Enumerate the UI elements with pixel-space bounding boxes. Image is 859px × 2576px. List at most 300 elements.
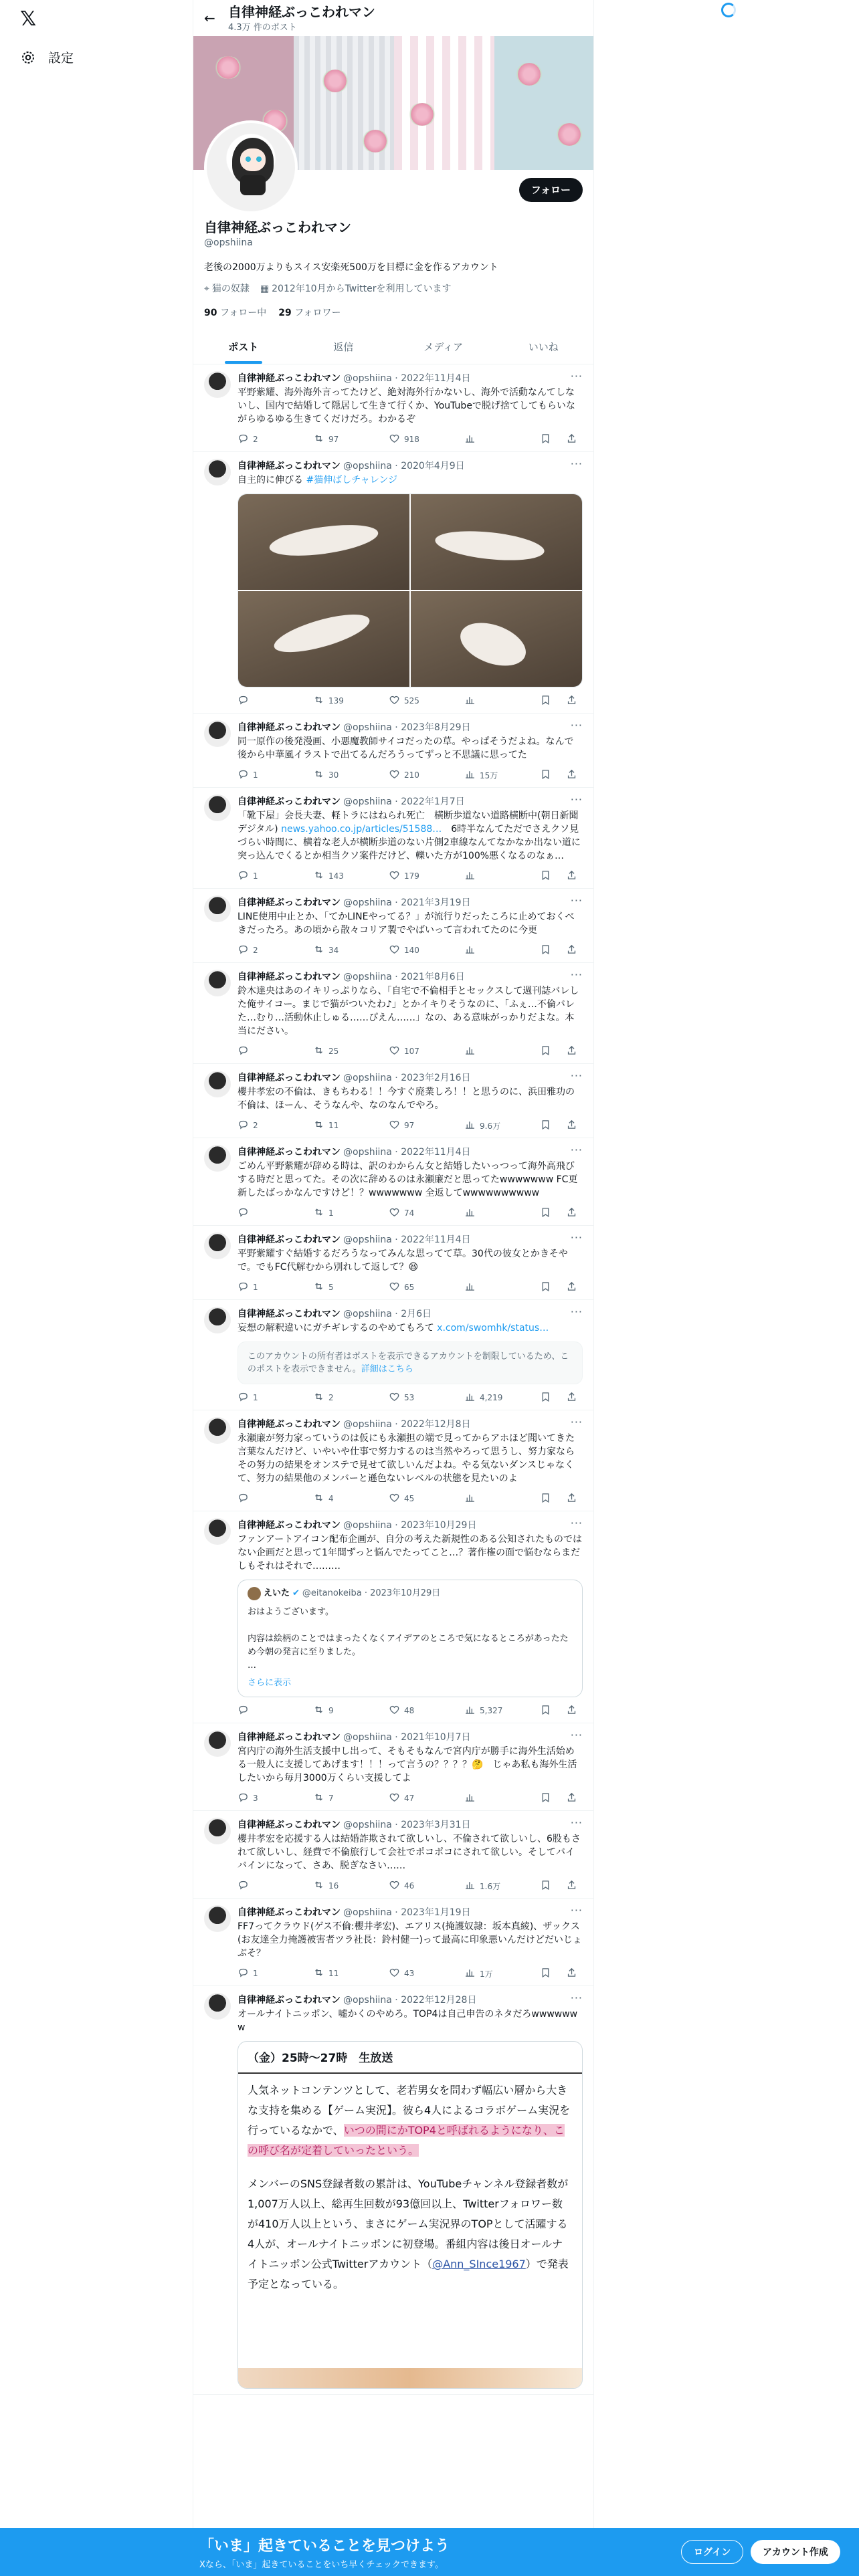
reply-icon <box>237 1492 249 1505</box>
reply-button[interactable] <box>237 768 278 782</box>
arrow-left-icon[interactable]: ← <box>204 10 215 26</box>
like-button[interactable] <box>389 694 429 708</box>
reply-button[interactable] <box>237 1704 278 1717</box>
tweet-meta[interactable]: @opshiina · 2021年8月6日 <box>343 972 465 982</box>
tweet[interactable] <box>193 889 593 963</box>
tweet-author-name[interactable]: 自律神経ぶっこわれマン <box>237 1235 341 1245</box>
tweet-avatar[interactable] <box>204 1232 231 1259</box>
tweet-avatar[interactable] <box>204 1071 231 1097</box>
tweet-author-name[interactable]: 自律神経ぶっこわれマン <box>237 796 341 807</box>
like-count: 45 <box>404 1494 415 1503</box>
tweet[interactable] <box>193 1811 593 1899</box>
retweet-icon <box>313 1119 324 1132</box>
reply-button[interactable] <box>237 1206 278 1220</box>
tweet-meta[interactable]: @opshiina · 2022年12月8日 <box>343 1419 471 1430</box>
like-button[interactable] <box>389 1045 429 1058</box>
bar-chart-icon <box>464 869 476 883</box>
tweet-author-name[interactable]: 自律神経ぶっこわれマン <box>237 373 341 384</box>
profile-stats <box>204 306 583 319</box>
share-icon[interactable] <box>566 1391 577 1404</box>
retweet-count: 7 <box>328 1794 334 1803</box>
views-button[interactable] <box>464 1967 504 1980</box>
share-icon[interactable] <box>566 869 577 883</box>
retweet-button[interactable] <box>313 1281 353 1294</box>
article-screenshot-image[interactable] <box>237 2041 583 2389</box>
bookmark-icon[interactable] <box>540 433 551 446</box>
tweet-author-name[interactable]: 自律神経ぶっこわれマン <box>237 897 341 908</box>
bookmark-icon[interactable] <box>540 869 551 883</box>
like-button[interactable] <box>389 869 429 883</box>
retweet-count: 34 <box>328 946 339 955</box>
tweet-avatar[interactable] <box>204 1145 231 1172</box>
views-count: 15万 <box>480 770 498 780</box>
like-button[interactable] <box>389 1792 429 1805</box>
retweet-icon <box>313 944 324 957</box>
quoted-tweet[interactable] <box>237 1580 583 1697</box>
retweet-icon <box>313 1281 324 1294</box>
tab-replies[interactable]: 返信 <box>333 341 354 353</box>
retweet-count: 30 <box>328 770 339 780</box>
tweet-avatar[interactable] <box>204 459 231 486</box>
bookmark-icon[interactable] <box>540 1281 551 1294</box>
reply-icon <box>237 1391 249 1404</box>
tweet-avatar[interactable] <box>204 1993 231 2020</box>
reply-icon <box>237 1967 249 1980</box>
views-button[interactable] <box>464 694 504 708</box>
tweet-avatar[interactable] <box>204 1730 231 1757</box>
like-button[interactable] <box>389 1391 429 1404</box>
like-count: 65 <box>404 1283 415 1292</box>
tweet-actions <box>237 1206 583 1220</box>
tweet-text: 同一原作の後発漫画、小悪魔教師サイコだったの草。やっぱそうだよね。なんで後から中華風イラストで出てるんだろうってずっと不思議に思ってた <box>237 736 574 760</box>
tweet-avatar[interactable] <box>204 1905 231 1932</box>
like-button[interactable] <box>389 768 429 782</box>
settings-nav-item[interactable] <box>20 48 74 66</box>
tweet-meta[interactable]: @opshiina · 2021年3月19日 <box>343 897 471 908</box>
x-logo-icon[interactable]: 𝕏 <box>20 7 37 31</box>
retweet-count: 9 <box>328 1706 334 1715</box>
like-button[interactable] <box>389 1967 429 1980</box>
reply-count: 1 <box>253 770 258 780</box>
tweet-meta[interactable]: @opshiina · 2022年11月4日 <box>343 1235 471 1245</box>
profile-top-header <box>193 0 593 36</box>
retweet-button[interactable] <box>313 694 353 708</box>
reply-icon <box>237 1281 249 1294</box>
bookmark-icon[interactable] <box>540 1492 551 1505</box>
more-options-icon[interactable]: ··· <box>570 1069 583 1082</box>
tweet-actions <box>237 433 583 446</box>
more-options-icon[interactable]: ··· <box>570 1517 583 1529</box>
tweet-text: 宮内庁の海外生活支援中し出って、そもそもなんで宮内庁が勝手に海外生活始める一般人に支援してあげます！！！って言うの？？？？🤔 じゃあ私も海外生活したいから毎月3000万くらい支援してよ <box>237 1746 577 1784</box>
cat-photo[interactable] <box>411 591 582 687</box>
share-icon[interactable] <box>566 768 577 782</box>
tweet-avatar[interactable] <box>204 1417 231 1444</box>
article-heading: （金）25時〜27時 生放送 <box>238 2048 582 2074</box>
views-button[interactable] <box>464 1119 504 1132</box>
heart-icon <box>389 944 400 957</box>
bookmark-icon[interactable] <box>540 1967 551 1980</box>
reply-icon <box>237 869 249 883</box>
views-button[interactable] <box>464 1391 504 1404</box>
cat-photo[interactable] <box>238 591 409 687</box>
retweet-count: 25 <box>328 1047 339 1056</box>
tweet-actions <box>237 1391 583 1404</box>
bookmark-icon[interactable] <box>540 768 551 782</box>
tweet-meta[interactable]: @opshiina · 2023年2月16日 <box>343 1073 471 1083</box>
share-icon[interactable] <box>566 1492 577 1505</box>
tweet-text: 平野紫耀、海外海外言ってたけど、絶対海外行かないし、海外で活動なんてしないし、国内で結婚して隠居して生きて行くか、YouTubeで脱げ捨てしてもらいながらゆるゆる生きてくだけだろ。わかるぞ <box>237 387 575 425</box>
like-count: 918 <box>404 435 419 444</box>
joined-text: 2012年10月からTwitterを利用しています <box>272 284 452 294</box>
share-icon[interactable] <box>566 1281 577 1294</box>
like-button[interactable] <box>389 1704 429 1717</box>
banner-title: 「いま」起きていることを見つけよう <box>199 2538 450 2555</box>
reply-icon <box>237 1045 249 1058</box>
like-count: 47 <box>404 1794 415 1803</box>
joined <box>260 282 452 295</box>
reply-button[interactable] <box>237 1281 278 1294</box>
reply-count: 1 <box>253 1283 258 1292</box>
bookmark-icon[interactable] <box>540 1391 551 1404</box>
retweet-button[interactable] <box>313 1879 353 1893</box>
tweet-avatar[interactable] <box>204 895 231 922</box>
retweet-button[interactable] <box>313 1206 353 1220</box>
bookmark-icon[interactable] <box>540 1119 551 1132</box>
tweet[interactable] <box>193 364 593 452</box>
calendar-icon: ▦ <box>260 284 270 294</box>
retweet-button[interactable] <box>313 433 353 446</box>
tweet-meta[interactable]: @opshiina · 2023年3月31日 <box>343 1820 471 1830</box>
tweet-author-name[interactable]: 自律神経ぶっこわれマン <box>237 1820 341 1830</box>
reply-count: 1 <box>253 871 258 881</box>
more-options-icon[interactable]: ··· <box>570 1305 583 1318</box>
views-button[interactable] <box>464 869 504 883</box>
retweet-icon <box>313 1879 324 1893</box>
tweet[interactable] <box>193 1138 593 1226</box>
retweet-button[interactable] <box>313 869 353 883</box>
url-link[interactable]: x.com/swomhk/status… <box>437 1323 549 1333</box>
tweet[interactable] <box>193 1899 593 1986</box>
tweet-author-name[interactable]: 自律神経ぶっこわれマン <box>237 1309 341 1319</box>
views-button[interactable] <box>464 1879 504 1893</box>
tab-posts[interactable]: ポスト <box>193 330 294 364</box>
share-icon[interactable] <box>566 1792 577 1805</box>
tweet[interactable] <box>193 1300 593 1410</box>
tweet-meta[interactable]: @opshiina · 2023年8月29日 <box>343 722 471 733</box>
more-options-icon[interactable]: ··· <box>570 1231 583 1244</box>
reply-button[interactable] <box>237 694 278 708</box>
views-button[interactable] <box>464 1792 504 1805</box>
reply-icon <box>237 694 249 708</box>
reply-button[interactable] <box>237 944 278 957</box>
banner-subtitle: Xなら、「いま」起きていることをいち早くチェックできます。 <box>199 2560 444 2570</box>
notice-learn-more-link[interactable]: 詳細はこちら <box>361 1364 413 1374</box>
tweet[interactable] <box>193 788 593 889</box>
retweet-button[interactable] <box>313 1119 353 1132</box>
tweet[interactable] <box>193 1226 593 1300</box>
tweet-actions <box>237 1704 583 1717</box>
following-link[interactable] <box>204 306 266 319</box>
retweet-button[interactable] <box>313 1967 353 1980</box>
bar-chart-icon <box>464 1967 476 1980</box>
retweet-count: 1 <box>328 1208 334 1218</box>
bar-chart-icon <box>464 944 476 957</box>
like-button[interactable] <box>389 1206 429 1220</box>
retweet-button[interactable] <box>313 944 353 957</box>
tweet-avatar[interactable] <box>204 1307 231 1333</box>
retweet-button[interactable] <box>313 1704 353 1717</box>
tweet-meta[interactable]: @opshiina · 2020年4月9日 <box>343 461 465 471</box>
main-column <box>193 0 594 2576</box>
gear-icon <box>20 49 36 66</box>
tweet-avatar[interactable] <box>204 970 231 996</box>
tweet-avatar[interactable] <box>204 720 231 747</box>
more-options-icon[interactable]: ··· <box>570 1992 583 2004</box>
retweet-count: 5 <box>328 1283 334 1292</box>
bar-chart-icon <box>464 1391 476 1404</box>
tweet-actions <box>237 768 583 782</box>
share-icon[interactable] <box>566 1967 577 1980</box>
tweet-meta[interactable]: @opshiina · 2023年10月29日 <box>343 1520 477 1531</box>
reply-count: 2 <box>253 946 258 955</box>
heart-icon <box>389 1704 400 1717</box>
tweet[interactable] <box>193 963 593 1064</box>
tweet-author-name[interactable]: 自律神経ぶっこわれマン <box>237 1732 341 1743</box>
share-icon[interactable] <box>566 1119 577 1132</box>
tweet-author-name[interactable]: 自律神経ぶっこわれマン <box>237 972 341 982</box>
tweet[interactable] <box>193 1410 593 1511</box>
bookmark-icon[interactable] <box>540 944 551 957</box>
reply-button[interactable] <box>237 433 278 446</box>
login-button[interactable]: ログイン <box>681 2540 743 2564</box>
tweet-author-name[interactable]: 自律神経ぶっこわれマン <box>237 1073 341 1083</box>
retweet-icon <box>313 1391 324 1404</box>
tweet-avatar[interactable] <box>204 794 231 821</box>
retweet-count: 11 <box>328 1969 339 1978</box>
reply-count: 1 <box>253 1969 258 1978</box>
tweet-avatar[interactable] <box>204 1518 231 1545</box>
like-count: 74 <box>404 1208 415 1218</box>
views-count: 1万 <box>480 1969 493 1979</box>
retweet-button[interactable] <box>313 1492 353 1505</box>
tweet-text: 平野紫耀すぐ結婚するだろうなってみんな思ってて草。30代の彼女とかきそやで。でもFC代解むから別れして返して？😆 <box>237 1249 568 1273</box>
views-button[interactable] <box>464 1045 504 1058</box>
more-options-icon[interactable]: ··· <box>570 370 583 383</box>
views-count: 4,219 <box>480 1393 503 1402</box>
tweet-author-name[interactable]: 自律神経ぶっこわれマン <box>237 1147 341 1158</box>
like-count: 46 <box>404 1881 415 1891</box>
share-icon[interactable] <box>566 1206 577 1220</box>
tweet[interactable] <box>193 714 593 788</box>
more-options-icon[interactable]: ··· <box>570 1904 583 1917</box>
retweet-icon <box>313 869 324 883</box>
like-button[interactable] <box>389 433 429 446</box>
views-button[interactable] <box>464 768 504 782</box>
share-icon[interactable] <box>566 944 577 957</box>
retweet-count: 2 <box>328 1393 334 1402</box>
more-options-icon[interactable]: ··· <box>570 1816 583 1829</box>
retweet-button[interactable] <box>313 1792 353 1805</box>
bookmark-icon[interactable] <box>540 1879 551 1893</box>
tweet-author-name[interactable]: 自律神経ぶっこわれマン <box>237 1419 341 1430</box>
tweet-meta[interactable]: @opshiina · 2022年1月7日 <box>343 796 465 807</box>
retweet-count: 11 <box>328 1121 339 1130</box>
tweet[interactable] <box>193 1064 593 1138</box>
like-count: 53 <box>404 1393 415 1402</box>
tweet-meta[interactable]: @opshiina · 2022年11月4日 <box>343 1147 471 1158</box>
retweet-icon <box>313 1704 324 1717</box>
tweet-text: ファンアートアイコン配布企画が、自分の考えた新規性のある公知されたものではない企画だと思って1年間ずっと悩んでたってこと…？著作権の面で悩むならまだしもそれはそれで……… <box>237 1534 583 1572</box>
tweet-actions <box>237 1281 583 1294</box>
profile-bio: 老後の2000万よりもスイス安楽死500万を目標に金を作るアカウント <box>204 262 498 273</box>
bookmark-icon[interactable] <box>540 1045 551 1058</box>
profile-avatar[interactable] <box>204 120 298 214</box>
reply-button[interactable] <box>237 1879 278 1893</box>
retweet-button[interactable] <box>313 1045 353 1058</box>
like-count: 43 <box>404 1969 415 1978</box>
tab-likes[interactable]: いいね <box>528 341 559 353</box>
tweet-meta[interactable]: @opshiina · 2023年1月19日 <box>343 1907 471 1918</box>
heart-icon <box>389 694 400 708</box>
tweet-author-name[interactable]: 自律神経ぶっこわれマン <box>237 461 341 471</box>
views-button[interactable] <box>464 1704 504 1717</box>
tweet-author-name[interactable]: 自律神経ぶっこわれマン <box>237 722 341 733</box>
views-button[interactable] <box>464 1206 504 1220</box>
tweet[interactable] <box>193 1986 593 2395</box>
tweet[interactable] <box>193 1723 593 1811</box>
article-highlight: いつの間にかTOP4と呼ばれるようになり、この呼び名が定着していったという。 <box>248 2124 565 2157</box>
share-icon[interactable] <box>566 433 577 446</box>
tweet-actions <box>237 1119 583 1132</box>
tweet-author-name[interactable]: 自律神経ぶっこわれマン <box>237 1907 341 1918</box>
retweet-button[interactable] <box>313 1391 353 1404</box>
cat-photo[interactable] <box>238 494 409 590</box>
heart-icon <box>389 1206 400 1220</box>
reply-icon <box>237 944 249 957</box>
hashtag-link[interactable]: #猫伸ばしチャレンジ <box>306 475 398 486</box>
bar-chart-icon <box>464 1879 476 1893</box>
reply-icon <box>237 433 249 446</box>
more-options-icon[interactable]: ··· <box>570 719 583 732</box>
retweet-button[interactable] <box>313 768 353 782</box>
bookmark-icon[interactable] <box>540 1792 551 1805</box>
reply-button[interactable] <box>237 869 278 883</box>
views-button[interactable] <box>464 944 504 957</box>
verified-badge-icon: ✔ <box>292 1588 300 1598</box>
like-button[interactable] <box>389 1879 429 1893</box>
reply-icon <box>237 1119 249 1132</box>
heart-icon <box>389 1281 400 1294</box>
more-options-icon[interactable]: ··· <box>570 793 583 806</box>
follow-button[interactable]: フォロー <box>519 178 583 202</box>
reply-button[interactable] <box>237 1792 278 1805</box>
views-count: 9.6万 <box>480 1121 501 1131</box>
reply-button[interactable] <box>237 1967 278 1980</box>
tweet-text: ごめん平野紫耀が辞める時は、訳のわからん女と結婚したいっつって海外高飛びする時だと思ってた。その次に辞めるのは永瀬廉だと思ってたwwwwwww FC更新したばっかなんですけど！？wwwwwww 全返してwwwwwwwwww <box>237 1161 578 1198</box>
tweet-avatar[interactable] <box>204 1818 231 1844</box>
bookmark-icon[interactable] <box>540 1206 551 1220</box>
ad-strip-image <box>238 2368 582 2388</box>
retweet-count: 4 <box>328 1494 334 1503</box>
quote-text: おはようございます。 内容は絵柄のことではまったくなくアイデアのところで気になるところがあったため今朝の発言に至りました。 … <box>248 1607 569 1671</box>
tweet[interactable] <box>193 452 593 714</box>
more-options-icon[interactable]: ··· <box>570 1144 583 1156</box>
location-text: 猫の奴隷 <box>211 284 250 294</box>
tweet-author-name[interactable]: 自律神経ぶっこわれマン <box>237 1995 341 2006</box>
tweet-meta[interactable]: @opshiina · 2月6日 <box>343 1309 432 1319</box>
more-options-icon[interactable]: ··· <box>570 1729 583 1741</box>
heart-icon <box>389 1879 400 1893</box>
tweet-meta[interactable]: @opshiina · 2022年12月28日 <box>343 1995 477 2006</box>
followers-link[interactable] <box>278 306 341 319</box>
more-options-icon[interactable]: ··· <box>570 1416 583 1428</box>
tweet-actions <box>237 1045 583 1058</box>
profile-meta <box>204 282 583 295</box>
tweet-media-grid[interactable] <box>237 494 583 687</box>
like-button[interactable] <box>389 944 429 957</box>
tweet-avatar[interactable] <box>204 371 231 398</box>
reply-button[interactable] <box>237 1492 278 1505</box>
tweet-meta[interactable]: @opshiina · 2022年11月4日 <box>343 373 471 384</box>
share-icon[interactable] <box>566 694 577 708</box>
bookmark-icon[interactable] <box>540 694 551 708</box>
share-icon[interactable] <box>566 1045 577 1058</box>
more-options-icon[interactable]: ··· <box>570 457 583 470</box>
bookmark-icon[interactable] <box>540 1704 551 1717</box>
header-title: 自律神経ぶっこわれマン <box>228 3 375 20</box>
heart-icon <box>389 1119 400 1132</box>
reply-button[interactable] <box>237 1391 278 1404</box>
tweet-meta[interactable]: @opshiina · 2021年10月7日 <box>343 1732 471 1743</box>
heart-icon <box>389 1967 400 1980</box>
quote-show-more-link[interactable]: さらに表示 <box>248 1678 292 1688</box>
like-button[interactable] <box>389 1119 429 1132</box>
tweet-actions <box>237 1879 583 1893</box>
tweet-text: 櫻井孝宏の不倫は、きもちわる！！今すぐ廃業しろ！！と思うのに、浜田雅功の不倫は、ほーん、そうなんや、なのなんでやろ。 <box>237 1087 575 1111</box>
quote-meta: @eitanokeiba · 2023年10月29日 <box>302 1588 441 1598</box>
quote-avatar <box>248 1587 261 1600</box>
share-icon[interactable] <box>566 1704 577 1717</box>
tweet-author-name[interactable]: 自律神経ぶっこわれマン <box>237 1520 341 1531</box>
share-icon[interactable] <box>566 1879 577 1893</box>
reply-icon <box>237 1206 249 1220</box>
bar-chart-icon <box>464 1281 476 1294</box>
location-pin-icon: ⌖ <box>204 284 209 294</box>
reply-button[interactable] <box>237 1119 278 1132</box>
more-options-icon[interactable]: ··· <box>570 968 583 981</box>
url-link[interactable]: news.yahoo.co.jp/articles/51588… <box>281 824 442 835</box>
tab-media[interactable]: メディア <box>423 341 464 353</box>
like-button[interactable] <box>389 1281 429 1294</box>
bar-chart-icon <box>464 694 476 708</box>
retweet-icon <box>313 1206 324 1220</box>
like-button[interactable] <box>389 1492 429 1505</box>
signup-button[interactable]: アカウント作成 <box>751 2540 840 2564</box>
tweet[interactable] <box>193 1511 593 1723</box>
views-button[interactable] <box>464 433 504 446</box>
views-button[interactable] <box>464 1492 504 1505</box>
retweet-icon <box>313 1967 324 1980</box>
views-button[interactable] <box>464 1281 504 1294</box>
more-options-icon[interactable]: ··· <box>570 894 583 907</box>
bar-chart-icon <box>464 768 476 782</box>
tweet-text: LINE使用中止とか、「てかLINEやってる？」が流行りだったころに止めておくべきだったろ。あの頃から散々コリア製でやばいって言われてたのに今更 <box>237 911 575 936</box>
reply-button[interactable] <box>237 1045 278 1058</box>
like-count: 48 <box>404 1706 415 1715</box>
cat-photo[interactable] <box>411 494 582 590</box>
tweet-text: 妄想の解釈違いにガチギレするのやめてもろて x.com/swomhk/status… <box>237 1323 549 1333</box>
tweet-actions <box>237 1967 583 1980</box>
